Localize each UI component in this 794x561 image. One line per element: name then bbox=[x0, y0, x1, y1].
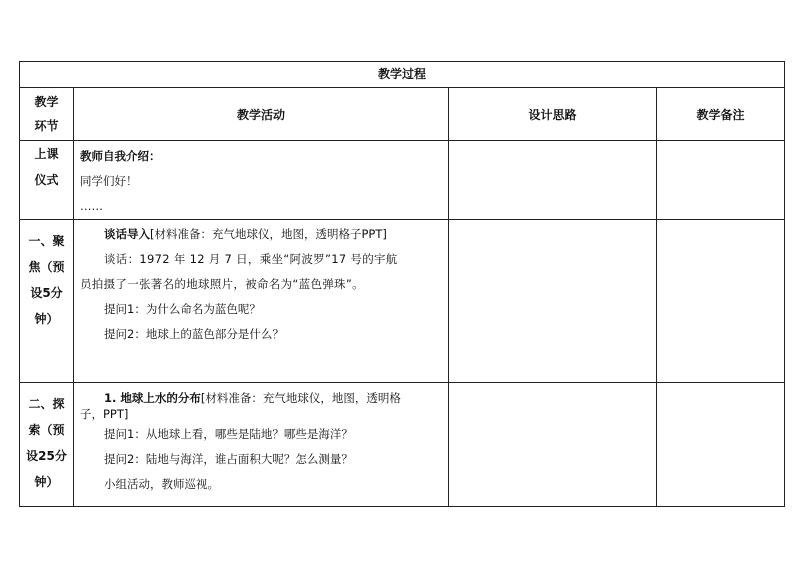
activity-line: 谈话：1972 年 12 月 7 日，乘坐“阿波罗”17 号的宇航 bbox=[104, 252, 398, 266]
activity-line: 同学们好！ bbox=[80, 174, 138, 188]
activity-cell bbox=[74, 220, 449, 383]
activity-materials: [材料准备：充气地球仪，地图，透明格子PPT] bbox=[150, 227, 387, 241]
design-cell bbox=[449, 141, 657, 220]
stage-label-line: 钟） bbox=[34, 312, 59, 326]
stage-label-line: 焦（预 bbox=[28, 260, 65, 274]
activity-cell bbox=[74, 141, 449, 220]
activity-line: 子，PPT] bbox=[80, 407, 129, 421]
table-row bbox=[20, 383, 785, 507]
stage-label-line: 索（预 bbox=[28, 423, 65, 437]
header-notes: 教学备注 bbox=[657, 88, 785, 141]
table-title-row bbox=[20, 62, 785, 88]
stage-label-line: 设5分 bbox=[30, 286, 63, 300]
header-row bbox=[20, 88, 785, 141]
header-design: 设计思路 bbox=[449, 88, 657, 141]
activity-cell bbox=[74, 383, 449, 507]
table-row bbox=[20, 141, 785, 220]
activity-question: 提问1：从地球上看，哪些是陆地？哪些是海洋？ bbox=[104, 427, 353, 441]
table-title: 教学过程 bbox=[20, 62, 785, 88]
notes-cell bbox=[657, 383, 785, 507]
header-stage bbox=[20, 88, 74, 141]
table-row bbox=[20, 220, 785, 383]
activity-line: 小组活动，教师巡视。 bbox=[104, 477, 219, 491]
activity-line: 员拍摄了一张著名的地球照片，被命名为“蓝色弹珠”。 bbox=[80, 277, 364, 291]
stage-cell bbox=[20, 141, 74, 220]
design-cell bbox=[449, 220, 657, 383]
design-cell bbox=[449, 383, 657, 507]
activity-heading: 谈话导入 bbox=[104, 227, 150, 241]
activity-line: …… bbox=[80, 199, 103, 213]
lesson-process-table bbox=[19, 61, 785, 507]
activity-question: 提问2：地球上的蓝色部分是什么？ bbox=[104, 327, 284, 341]
stage-cell bbox=[20, 383, 74, 507]
notes-cell bbox=[657, 141, 785, 220]
activity-question: 提问1：为什么命名为蓝色呢？ bbox=[104, 302, 261, 316]
stage-label-line: 一、聚 bbox=[28, 234, 65, 248]
stage-label-line: 仪式 bbox=[34, 173, 59, 187]
activity-question: 提问2：陆地与海洋，谁占面积大呢？怎么测量？ bbox=[104, 452, 353, 466]
stage-label-line: 钟） bbox=[34, 475, 59, 489]
activity-line: 教师自我介绍： bbox=[80, 149, 161, 163]
header-stage-line1: 教学 bbox=[34, 95, 59, 109]
activity-materials: [材料准备：充气地球仪，地图，透明格 bbox=[200, 391, 401, 405]
header-activity: 教学活动 bbox=[74, 88, 449, 141]
activity-heading: 1. 地球上水的分布 bbox=[104, 391, 201, 405]
stage-cell bbox=[20, 220, 74, 383]
stage-label-line: 二、探 bbox=[28, 397, 65, 411]
stage-label-line: 上课 bbox=[34, 147, 59, 161]
header-stage-line2: 环节 bbox=[34, 119, 59, 133]
stage-label-line: 设25分 bbox=[26, 449, 67, 463]
notes-cell bbox=[657, 220, 785, 383]
